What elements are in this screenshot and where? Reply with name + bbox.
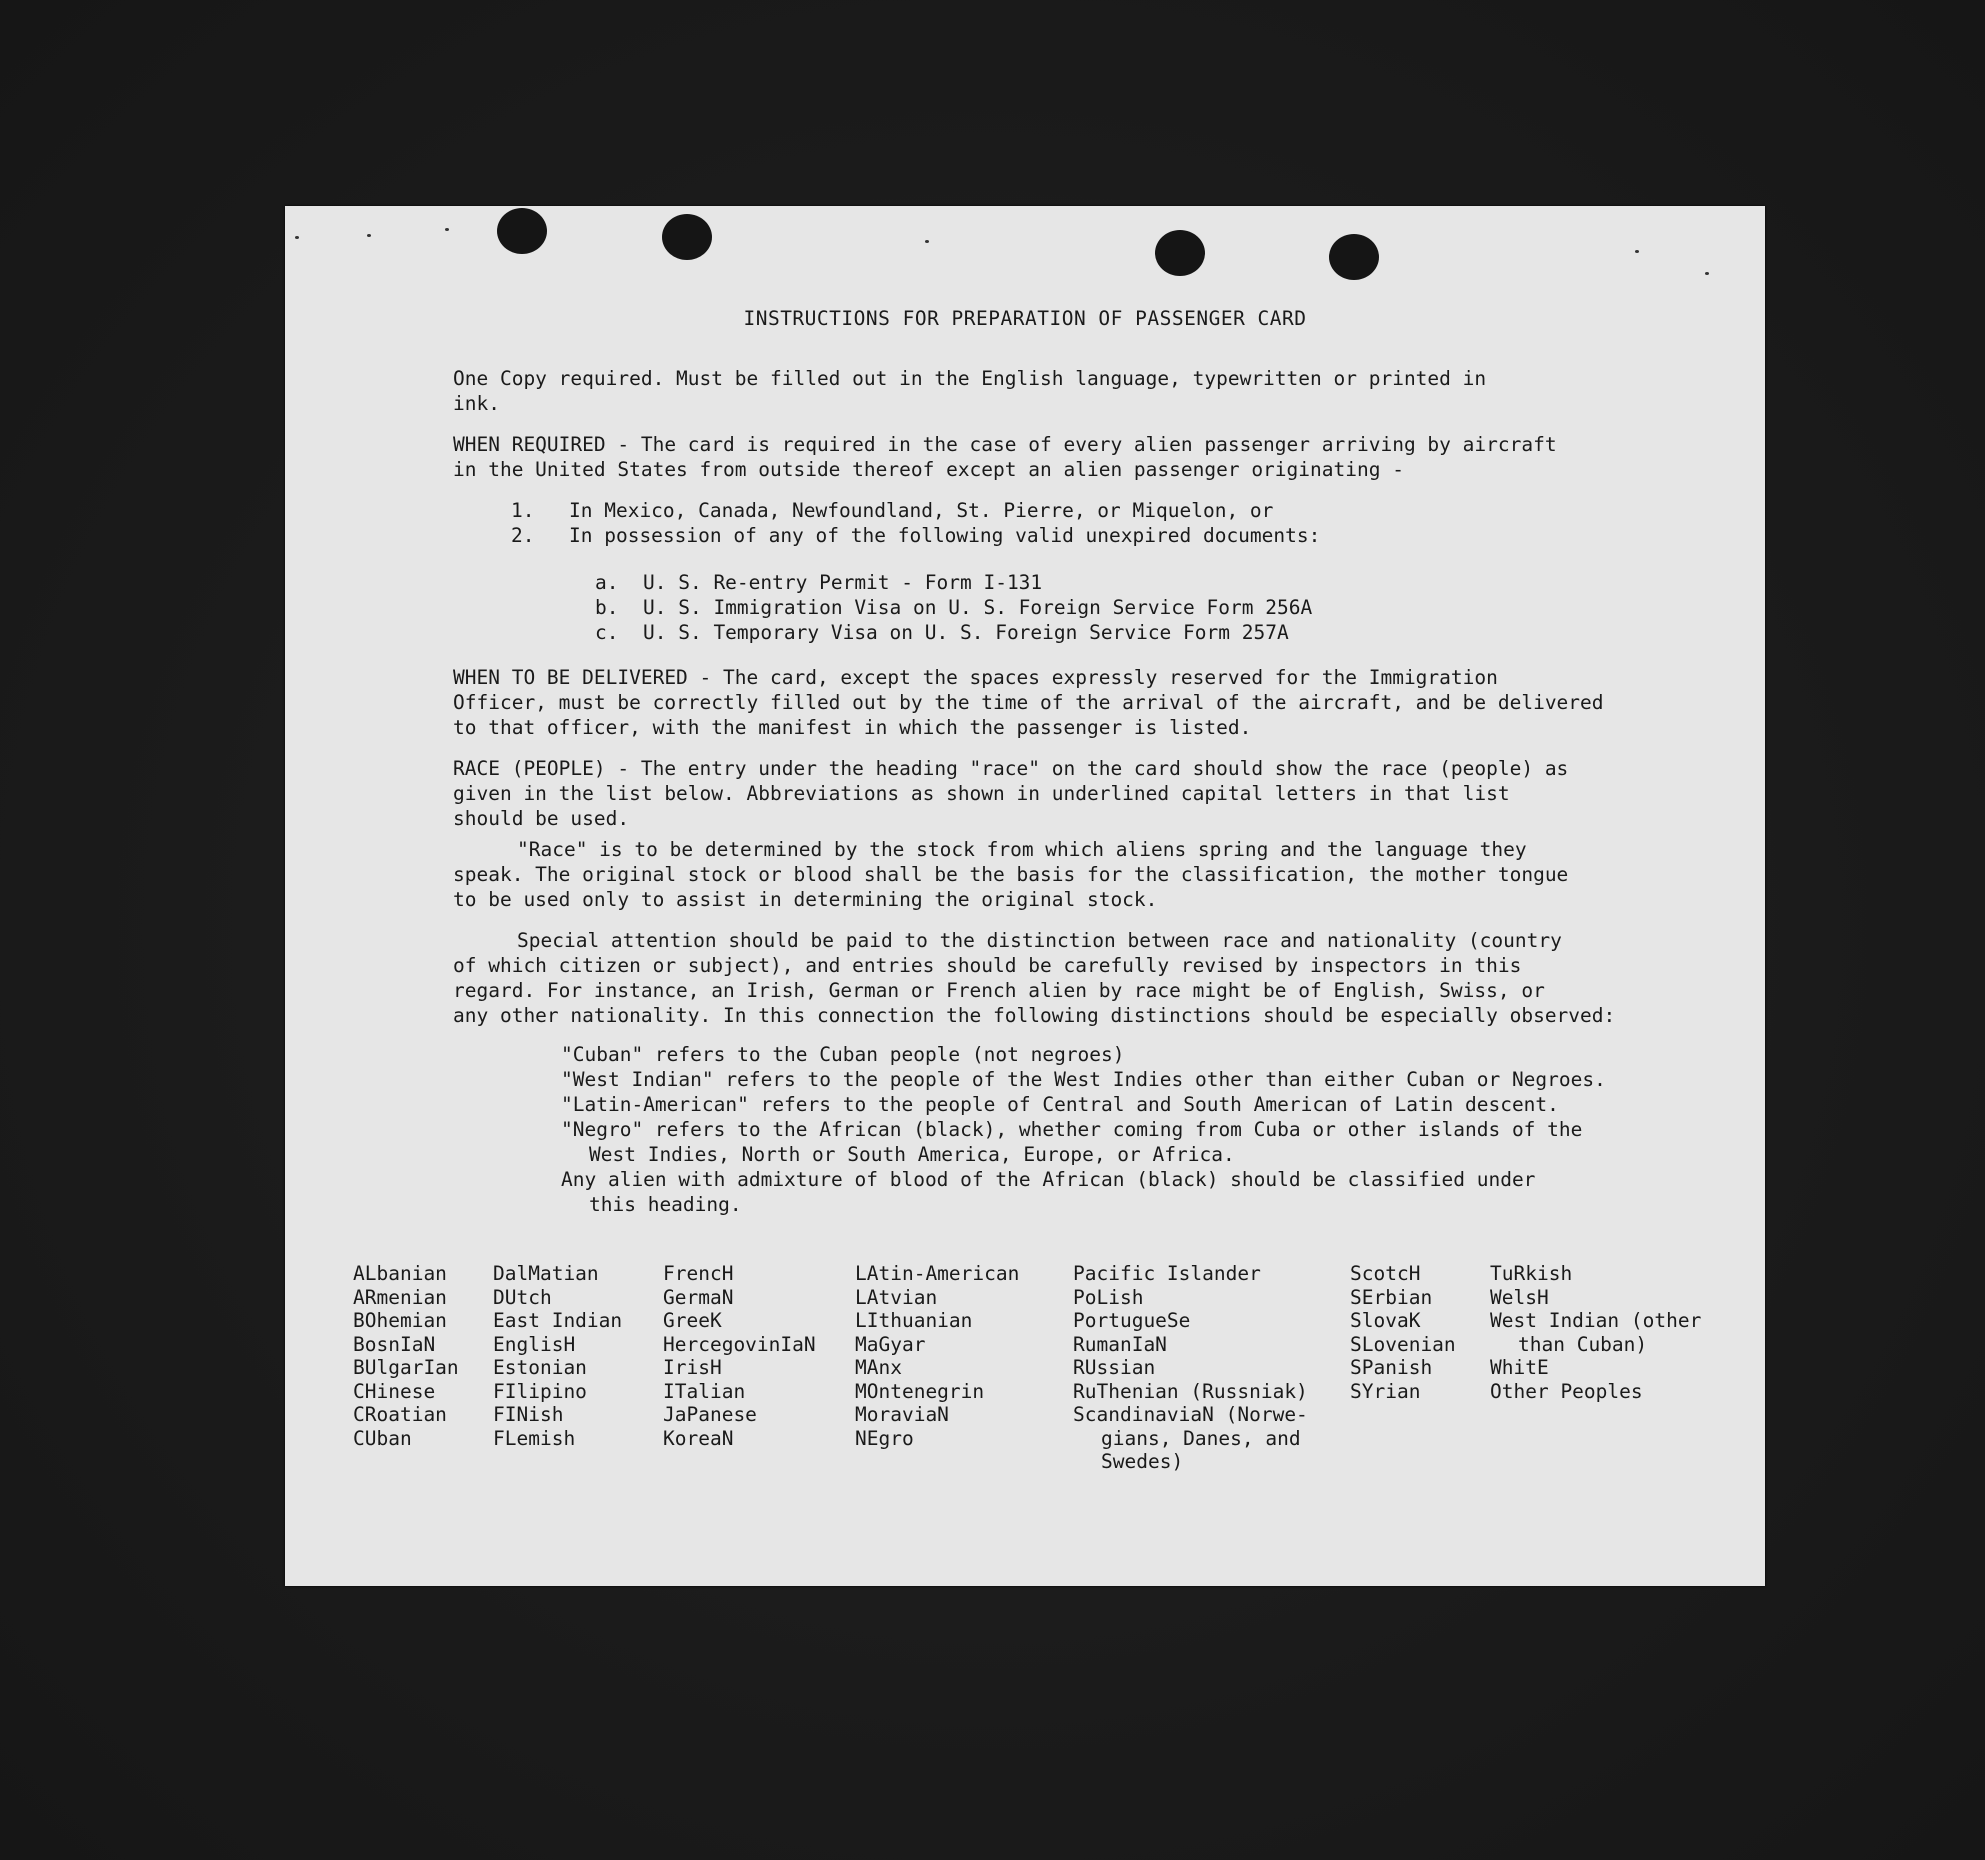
race-item: CRoatian bbox=[353, 1403, 447, 1426]
race-item: RUssian bbox=[1073, 1356, 1156, 1379]
definition-line: "Cuban" refers to the Cuban people (not negroes) bbox=[561, 1043, 1125, 1066]
race-column bbox=[663, 1261, 816, 1449]
speck-icon bbox=[367, 234, 371, 237]
definition-line: Any alien with admixture of blood of the African (black) should be classified under bbox=[561, 1168, 1536, 1191]
race-item: SPanish bbox=[1350, 1356, 1433, 1379]
race-people-paragraph bbox=[453, 756, 1733, 831]
text-line: should be used. bbox=[453, 807, 630, 830]
race-item: LAtin-American bbox=[855, 1262, 1020, 1285]
race-item: DUtch bbox=[493, 1285, 552, 1309]
text-line: any other nationality. In this connection the following distinctions should be especially observed: bbox=[453, 1004, 1616, 1027]
race-item: Estonian bbox=[493, 1356, 587, 1379]
definition-line: West Indies, North or South America, Europe, or Africa. bbox=[589, 1143, 1235, 1166]
speck-icon bbox=[1705, 272, 1709, 275]
race-item: ALbanian bbox=[353, 1262, 447, 1285]
race-item: MOntenegrin bbox=[855, 1379, 985, 1403]
race-item: RumanIaN bbox=[1073, 1332, 1167, 1356]
text-line: WHEN REQUIRED - The card is required in the case of every alien passenger arriving by aircraft bbox=[453, 433, 1557, 456]
race-item: NEgro bbox=[855, 1426, 914, 1450]
text-line: to be used only to assist in determining the original stock. bbox=[453, 888, 1158, 911]
race-item: Pacific Islander bbox=[1073, 1262, 1261, 1285]
text-line: to that officer, with the manifest in which the passenger is listed. bbox=[453, 716, 1252, 739]
race-item: GermaN bbox=[663, 1285, 734, 1309]
punch-hole-icon bbox=[662, 214, 712, 260]
race-item: Other Peoples bbox=[1490, 1379, 1643, 1403]
race-item: ARmenian bbox=[353, 1285, 447, 1309]
punch-hole-icon bbox=[1155, 230, 1205, 276]
race-item: PoLish bbox=[1073, 1285, 1144, 1309]
text-line: regard. For instance, an Irish, German or French alien by race might be of English, Swiss, or bbox=[453, 979, 1545, 1002]
race-item: FrencH bbox=[663, 1262, 734, 1285]
speck-icon bbox=[295, 236, 299, 239]
punch-hole-icon bbox=[1329, 234, 1379, 280]
text-line: in the United States from outside thereof except an alien passenger originating - bbox=[453, 458, 1404, 481]
text-line: given in the list below. Abbreviations as shown in underlined capital letters in that list bbox=[453, 782, 1510, 805]
race-item: WhitE bbox=[1490, 1356, 1549, 1379]
text-line: ink. bbox=[453, 392, 500, 415]
race-item: SErbian bbox=[1350, 1285, 1433, 1309]
race-item: MAnx bbox=[855, 1356, 902, 1379]
race-item: JaPanese bbox=[663, 1403, 757, 1426]
text-line: Special attention should be paid to the distinction between race and nationality (country bbox=[517, 929, 1562, 952]
list-item: 2. In possession of any of the following valid unexpired documents: bbox=[511, 524, 1321, 547]
speck-icon bbox=[445, 228, 449, 231]
race-column bbox=[855, 1261, 1019, 1449]
race-item: RuThenian (Russniak) bbox=[1073, 1379, 1308, 1403]
text-line: "Race" is to be determined by the stock from which aliens spring and the language they bbox=[517, 838, 1527, 861]
when-delivered-paragraph bbox=[453, 665, 1733, 740]
race-column bbox=[1073, 1261, 1308, 1473]
race-determined-paragraph bbox=[453, 837, 1733, 912]
race-item: BosnIaN bbox=[353, 1332, 436, 1356]
list-item: c. U. S. Temporary Visa on U. S. Foreign Service Form 257A bbox=[595, 621, 1289, 644]
race-item: ScotcH bbox=[1350, 1262, 1421, 1285]
race-item: SLovenian bbox=[1350, 1332, 1456, 1356]
race-item: ITalian bbox=[663, 1379, 746, 1403]
speck-icon bbox=[1635, 250, 1639, 253]
race-item: than Cuban) bbox=[1518, 1332, 1648, 1356]
list-item: a. U. S. Re-entry Permit - Form I-131 bbox=[595, 571, 1043, 594]
race-item: HercegovinIaN bbox=[663, 1332, 816, 1356]
race-column bbox=[493, 1261, 622, 1449]
race-item: CHinese bbox=[353, 1379, 436, 1403]
race-column bbox=[1490, 1261, 1701, 1402]
definition-line: "Negro" refers to the African (black), whether coming from Cuba or other islands of the bbox=[561, 1118, 1583, 1141]
race-item: West Indian (other bbox=[1490, 1309, 1702, 1332]
race-item: FINish bbox=[493, 1403, 564, 1426]
race-item: SlovaK bbox=[1350, 1309, 1421, 1332]
text-line: WHEN TO BE DELIVERED - The card, except the spaces expressly reserved for the Immigration bbox=[453, 666, 1498, 689]
race-item: BOhemian bbox=[353, 1309, 447, 1332]
race-item: Swedes) bbox=[1101, 1450, 1184, 1473]
definition-line: "Latin-American" refers to the people of Central and South American of Latin descent. bbox=[561, 1093, 1559, 1116]
race-item: BUlgarIan bbox=[353, 1356, 459, 1379]
instructions-body bbox=[453, 366, 1733, 1217]
race-item: ScandinaviaN (Norwe- bbox=[1073, 1403, 1308, 1426]
race-item: GreeK bbox=[663, 1309, 722, 1332]
text-line: Officer, must be correctly filled out by the time of the arrival of the aircraft, and be delivered bbox=[453, 691, 1604, 714]
list-item: b. U. S. Immigration Visa on U. S. Foreign Service Form 256A bbox=[595, 596, 1313, 619]
race-item: MaGyar bbox=[855, 1332, 926, 1356]
when-required-paragraph bbox=[453, 432, 1733, 482]
race-item: LIthuanian bbox=[855, 1309, 973, 1332]
race-item: East Indian bbox=[493, 1309, 623, 1332]
race-item: WelsH bbox=[1490, 1285, 1549, 1309]
race-item: KoreaN bbox=[663, 1426, 734, 1450]
special-attention-paragraph bbox=[453, 928, 1733, 1028]
race-item: FIlipino bbox=[493, 1379, 587, 1403]
race-item: FLemish bbox=[493, 1426, 576, 1450]
punch-hole-icon bbox=[497, 208, 547, 254]
race-item: TuRkish bbox=[1490, 1262, 1573, 1285]
race-item: gians, Danes, and bbox=[1101, 1426, 1301, 1450]
speck-icon bbox=[925, 240, 929, 243]
definitions-list bbox=[561, 1042, 1733, 1217]
race-item: PortugueSe bbox=[1073, 1309, 1191, 1332]
race-item: SYrian bbox=[1350, 1379, 1421, 1403]
text-line: speak. The original stock or blood shall be the basis for the classification, the mother tongue bbox=[453, 863, 1569, 886]
text-line: One Copy required. Must be filled out in the English language, typewritten or printed in bbox=[453, 367, 1487, 390]
race-column bbox=[353, 1261, 459, 1449]
race-column bbox=[1350, 1261, 1456, 1402]
race-item: DalMatian bbox=[493, 1262, 599, 1285]
document-sheet bbox=[285, 206, 1765, 1586]
race-item: LAtvian bbox=[855, 1285, 938, 1309]
definition-line: "West Indian" refers to the people of the West Indies other than either Cuban or Negroes. bbox=[561, 1068, 1606, 1091]
race-item: EnglisH bbox=[493, 1332, 576, 1356]
list-item: 1. In Mexico, Canada, Newfoundland, St. Pierre, or Miquelon, or bbox=[511, 499, 1274, 522]
race-item: IrisH bbox=[663, 1356, 722, 1379]
text-line: of which citizen or subject), and entries should be carefully revised by inspectors in this bbox=[453, 954, 1522, 977]
race-item: MoraviaN bbox=[855, 1403, 949, 1426]
intro-paragraph bbox=[453, 366, 1733, 416]
definition-line: this heading. bbox=[589, 1193, 742, 1216]
exceptions-list bbox=[511, 498, 1733, 548]
documents-list bbox=[595, 570, 1733, 645]
race-item: CUban bbox=[353, 1426, 412, 1450]
text-line: RACE (PEOPLE) - The entry under the heading "race" on the card should show the race (people) as bbox=[453, 757, 1569, 780]
page-title: INSTRUCTIONS FOR PREPARATION OF PASSENGER CARD bbox=[743, 307, 1307, 330]
